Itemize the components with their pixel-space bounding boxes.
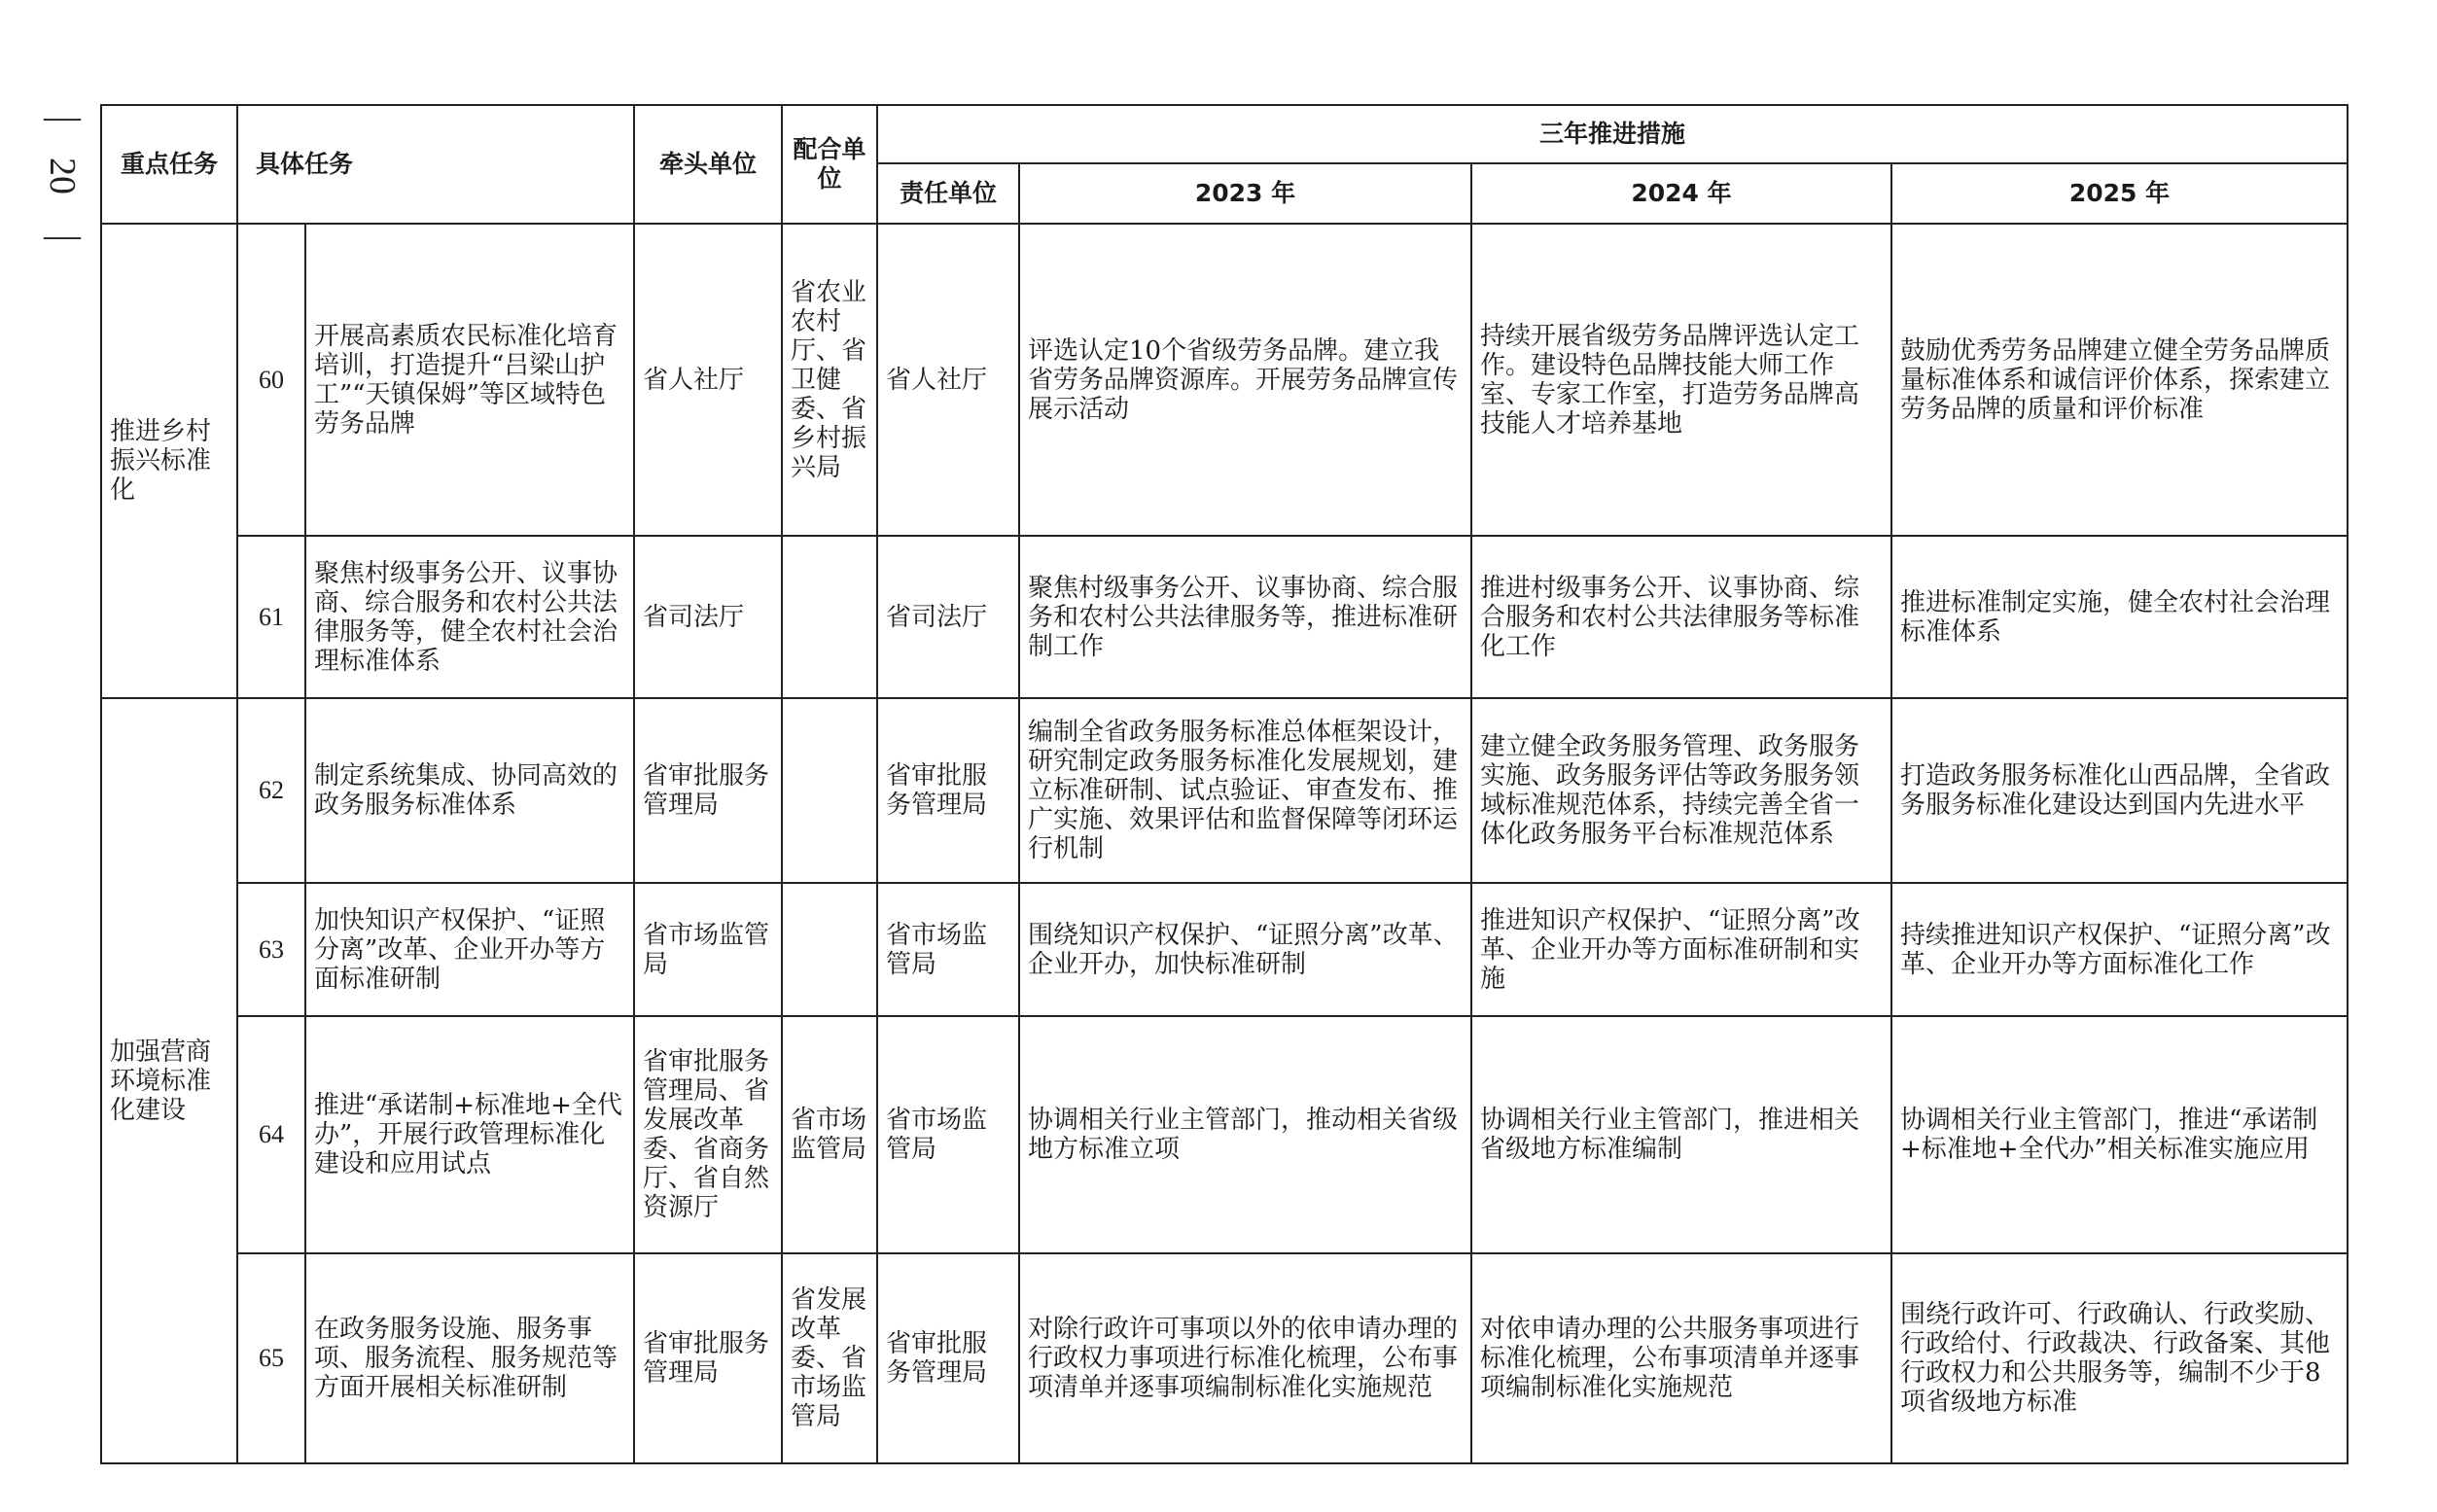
measure-2025: 鼓励优秀劳务品牌建立健全劳务品牌质量标准体系和诚信评价体系，探索建立劳务品牌的质量和评价标准 bbox=[1891, 224, 2348, 536]
table-row bbox=[101, 224, 2348, 536]
lead-unit: 省司法厅 bbox=[634, 536, 782, 698]
header-2023: 2023 年 bbox=[1019, 163, 1471, 224]
measure-2023: 协调相关行业主管部门，推动相关省级地方标准立项 bbox=[1019, 1016, 1471, 1253]
header-row-1 bbox=[101, 105, 2348, 163]
standardization-plan-table bbox=[100, 104, 2349, 1464]
resp-unit: 省市场监管局 bbox=[877, 1016, 1019, 1253]
header-2025: 2025 年 bbox=[1891, 163, 2348, 224]
task-number: 64 bbox=[237, 1016, 305, 1253]
lead-unit: 省审批服务管理局 bbox=[634, 1253, 782, 1463]
resp-unit: 省审批服务管理局 bbox=[877, 698, 1019, 883]
coop-unit: 省市场监管局 bbox=[782, 1016, 877, 1253]
lead-unit: 省市场监管局 bbox=[634, 883, 782, 1016]
coop-unit: 省发展改革委、省市场监管局 bbox=[782, 1253, 877, 1463]
task-description: 开展高素质农民标准化培育培训，打造提升“吕梁山护工”“天镇保姆”等区域特色劳务品牌 bbox=[305, 224, 634, 536]
task-number: 62 bbox=[237, 698, 305, 883]
measure-2025: 协调相关行业主管部门，推进“承诺制+标准地+全代办”相关标准实施应用 bbox=[1891, 1016, 2348, 1253]
measure-2023: 对除行政许可事项以外的依申请办理的行政权力事项进行标准化梳理，公布事项清单并逐事项编制标准化实施规范 bbox=[1019, 1253, 1471, 1463]
coop-unit bbox=[782, 536, 877, 698]
header-specific-task: 具体任务 bbox=[237, 105, 634, 224]
measure-2023: 聚焦村级事务公开、议事协商、综合服务和农村公共法律服务等，推进标准研制工作 bbox=[1019, 536, 1471, 698]
coop-unit bbox=[782, 883, 877, 1016]
table-row bbox=[101, 1016, 2348, 1253]
group-rural-revitalization: 推进乡村振兴标准化 bbox=[101, 224, 237, 698]
header-lead-unit: 牵头单位 bbox=[634, 105, 782, 224]
page-number-dash-bottom: — bbox=[44, 215, 81, 256]
task-description: 推进“承诺制+标准地+全代办”，开展行政管理标准化建设和应用试点 bbox=[305, 1016, 634, 1253]
page-number bbox=[43, 97, 82, 255]
measure-2024: 推进知识产权保护、“证照分离”改革、企业开办等方面标准研制和实施 bbox=[1471, 883, 1891, 1016]
measure-2025: 打造政务服务标准化山西品牌，全省政务服务标准化建设达到国内先进水平 bbox=[1891, 698, 2348, 883]
measure-2024: 推进村级事务公开、议事协商、综合服务和农村公共法律服务等标准化工作 bbox=[1471, 536, 1891, 698]
header-three-year: 三年推进措施 bbox=[877, 105, 2348, 163]
lead-unit: 省审批服务管理局 bbox=[634, 698, 782, 883]
measure-2024: 建立健全政务服务管理、政务服务实施、政务服务评估等政务服务领域标准规范体系，持续完善全省一体化政务服务平台标准规范体系 bbox=[1471, 698, 1891, 883]
measure-2024: 对依申请办理的公共服务事项进行标准化梳理，公布事项清单并逐事项编制标准化实施规范 bbox=[1471, 1253, 1891, 1463]
measure-2023: 围绕知识产权保护、“证照分离”改革、企业开办，加快标准研制 bbox=[1019, 883, 1471, 1016]
header-key-task: 重点任务 bbox=[101, 105, 237, 224]
lead-unit: 省人社厅 bbox=[634, 224, 782, 536]
table-row bbox=[101, 1253, 2348, 1463]
task-description: 加快知识产权保护、“证照分离”改革、企业开办等方面标准研制 bbox=[305, 883, 634, 1016]
table-row bbox=[101, 883, 2348, 1016]
lead-unit: 省审批服务管理局、省发展改革委、省商务厅、省自然资源厅 bbox=[634, 1016, 782, 1253]
task-description: 聚焦村级事务公开、议事协商、综合服务和农村公共法律服务等，健全农村社会治理标准体系 bbox=[305, 536, 634, 698]
table-row bbox=[101, 698, 2348, 883]
page-number-value: 20 bbox=[42, 158, 83, 194]
task-number: 60 bbox=[237, 224, 305, 536]
measure-2025: 推进标准制定实施，健全农村社会治理标准体系 bbox=[1891, 536, 2348, 698]
measure-2025: 持续推进知识产权保护、“证照分离”改革、企业开办等方面标准化工作 bbox=[1891, 883, 2348, 1016]
coop-unit: 省农业农村厅、省卫健委、省乡村振兴局 bbox=[782, 224, 877, 536]
header-coop-unit: 配合单位 bbox=[782, 105, 877, 224]
table-row bbox=[101, 536, 2348, 698]
header-resp-unit: 责任单位 bbox=[877, 163, 1019, 224]
header-2024: 2024 年 bbox=[1471, 163, 1891, 224]
resp-unit: 省审批服务管理局 bbox=[877, 1253, 1019, 1463]
task-number: 65 bbox=[237, 1253, 305, 1463]
measure-2024: 持续开展省级劳务品牌评选认定工作。建设特色品牌技能大师工作室、专家工作室，打造劳务品牌高技能人才培养基地 bbox=[1471, 224, 1891, 536]
group-business-environment: 加强营商环境标准化建设 bbox=[101, 698, 237, 1463]
task-number: 63 bbox=[237, 883, 305, 1016]
page-number-dash-top: — bbox=[44, 96, 81, 137]
measure-2024: 协调相关行业主管部门，推进相关省级地方标准编制 bbox=[1471, 1016, 1891, 1253]
task-number: 61 bbox=[237, 536, 305, 698]
resp-unit: 省人社厅 bbox=[877, 224, 1019, 536]
coop-unit bbox=[782, 698, 877, 883]
resp-unit: 省市场监管局 bbox=[877, 883, 1019, 1016]
task-description: 制定系统集成、协同高效的政务服务标准体系 bbox=[305, 698, 634, 883]
measure-2025: 围绕行政许可、行政确认、行政奖励、行政给付、行政裁决、行政备案、其他行政权力和公共服务等，编制不少于8项省级地方标准 bbox=[1891, 1253, 2348, 1463]
task-description: 在政务服务设施、服务事项、服务流程、服务规范等方面开展相关标准研制 bbox=[305, 1253, 634, 1463]
measure-2023: 评选认定10个省级劳务品牌。建立我省劳务品牌资源库。开展劳务品牌宣传展示活动 bbox=[1019, 224, 1471, 536]
resp-unit: 省司法厅 bbox=[877, 536, 1019, 698]
measure-2023: 编制全省政务服务标准总体框架设计，研究制定政务服务标准化发展规划，建立标准研制、试点验证、审查发布、推广实施、效果评估和监督保障等闭环运行机制 bbox=[1019, 698, 1471, 883]
